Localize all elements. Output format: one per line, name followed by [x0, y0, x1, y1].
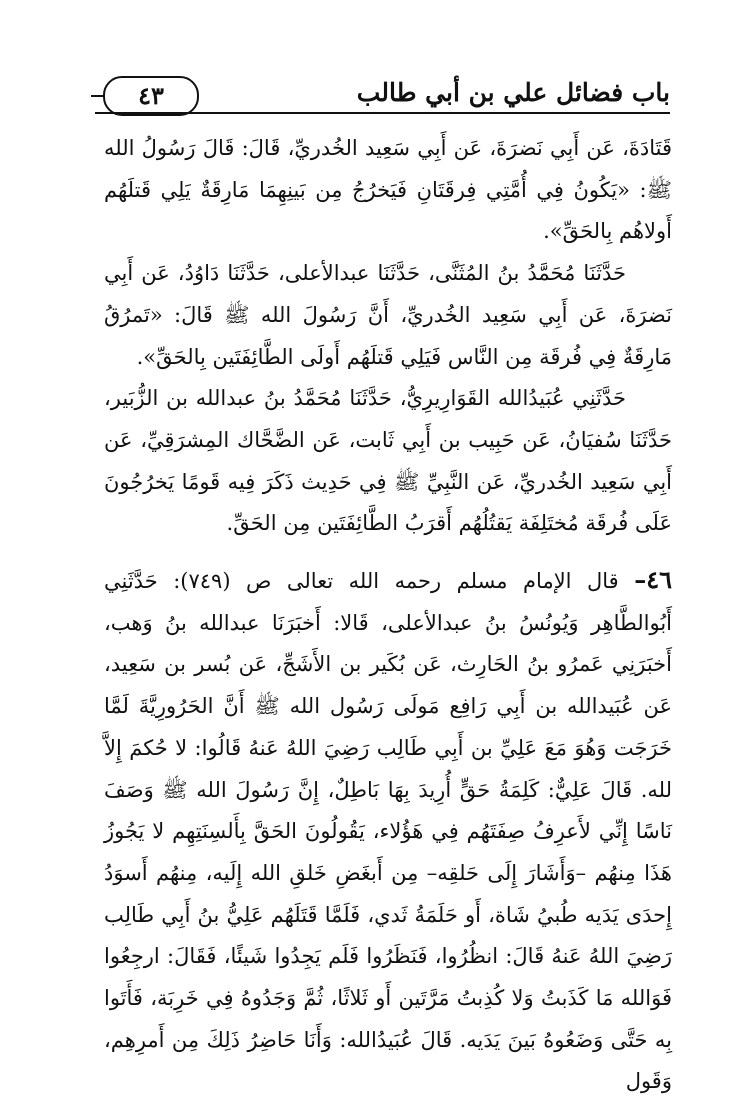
paragraph-isnad-1	[104, 253, 672, 378]
paragraph-text: حَدَّثَنِي عُبَيدُالله القَوَارِيرِيُّ، حَدَّثَنَا مُحَمَّدُ بنُ عبدالله بن الزُّبَير، حَدَّثَنَا سُفيَانُ، عَن حَبِيب بن أَبِي ثَابت، عَن الضَّحَّاك المِشرَقِيِّ، عَن أَبِي سَعِيد الخُدريِّ، عَن النَّبِيِّ ﷺ فِي حَدِيث ذَكَرَ فِيه قَومًا يَخرُجُونَ عَلَى فُرقَة مُختَلِفَة يَقتُلُهُم أَقرَبُ الطَّائِفَتَين مِن الحَقِّ.	[104, 386, 672, 536]
paragraph-text: قَتَادَةَ، عَن أَبِي نَضرَةَ، عَن أَبِي سَعِيد الخُدريِّ، قَالَ: قَالَ رَسُولُ الله ﷺ: «يَكُونُ فِي أُمَّتِي فِرقَتَانِ فَيَخرُجُ مِن بَينِهِمَا مَارِقَةٌ يَلِي قَتلَهُم أَولاهُم بِالحَقِّ».	[104, 136, 672, 244]
chapter-title: باب فضائل علي بن أبي طالب	[356, 78, 670, 107]
hadith-text: قال الإمام مسلم رحمه الله تعالى ص (٧٤٩): حَدَّثَنِي أَبُوالطَّاهِر وَيُونُسُ بنُ عبدالأعلى، قَالا: أَخبَرَنَا عبدالله بنُ وَهب، أَخبَرَنِي عَمرُو بنُ الحَارِث، عَن بُكَير بن الأَشَجِّ، عَن بُسر بن سَعِيد، عَن عُبَيدالله بن أَبِي رَافِع مَولَى رَسُول الله ﷺ أَنَّ الحَرُورِيَّةَ لَمَّا خَرَجَت وَهُوَ مَعَ عَلِيِّ بن أَبِي طَالِب رَضِيَ اللهُ عَنهُ قَالُوا: لا حُكمَ إِلاَّ لله. قَالَ عَلِيٌّ: كَلِمَةُ حَقٍّ أُرِيدَ بِهَا بَاطِلٌ، إِنَّ رَسُولَ الله ﷺ وَصَفَ نَاسًا إِنِّي لأَعرِفُ صِفَتَهُم فِي هَؤُلاء، يَقُولُونَ الحَقَّ بِأَلسِنَتِهِم لا يَجُوزُ هَذَا مِنهُم –وَأَشَارَ إِلَى حَلقِه– مِن أَبغَضِ خَلقِ الله إِلَيه، مِنهُم أَسوَدُ إِحدَى يَدَيه طُبيُ شَاة، أَو حَلَمَةُ ثَدي، فَلَمَّا قَتَلَهُم عَلِيُّ بنُ أَبِي طَالِب رَضِيَ اللهُ عَنهُ قَالَ: انظُرُوا، فَنَظَرُوا فَلَم يَجِدُوا شَيئًا، فَقَالَ: ارجِعُوا فَوَالله مَا كَذَبتُ وَلا كُذِبتُ مَرَّتَين أَو ثَلاثًا، ثُمَّ وَجَدُوهُ فِي خَرِبَة، فَأَتَوا بِه حَتَّى وَضَعُوهُ بَينَ يَدَيه. قَالَ عُبَيدُالله: وَأَنَا حَاضِرُ ذَلِكَ مِن أَمرِهِم، وَقَول	[104, 569, 672, 1094]
hadith-number: ٤٦	[646, 565, 672, 595]
page-number: ٤٣	[103, 76, 199, 116]
page-header	[95, 66, 670, 116]
paragraph-isnad-2	[104, 378, 672, 545]
hadith-dash: –	[634, 565, 647, 595]
paragraph-text: حَدَّثَنَا مُحَمَّدُ بنُ المُثَنَّى، حَدَّثَنَا عبدالأعلى، حَدَّثَنَا دَاوُدُ، عَن أَبِي نَضرَةَ، عَن أَبِي سَعِيد الخُدريِّ، أَنَّ رَسُولَ الله ﷺ قَالَ: «تَمرُقُ مَارِقَةٌ فِي فُرقَة مِن النَّاس فَيَلِي قَتلَهُم أَولَى الطَّائِفَتَين بِالحَقِّ».	[104, 261, 672, 369]
page-body	[104, 128, 672, 1103]
paragraph-continuation	[104, 128, 672, 253]
header-divider	[95, 112, 670, 114]
hadith-46	[104, 559, 672, 1103]
